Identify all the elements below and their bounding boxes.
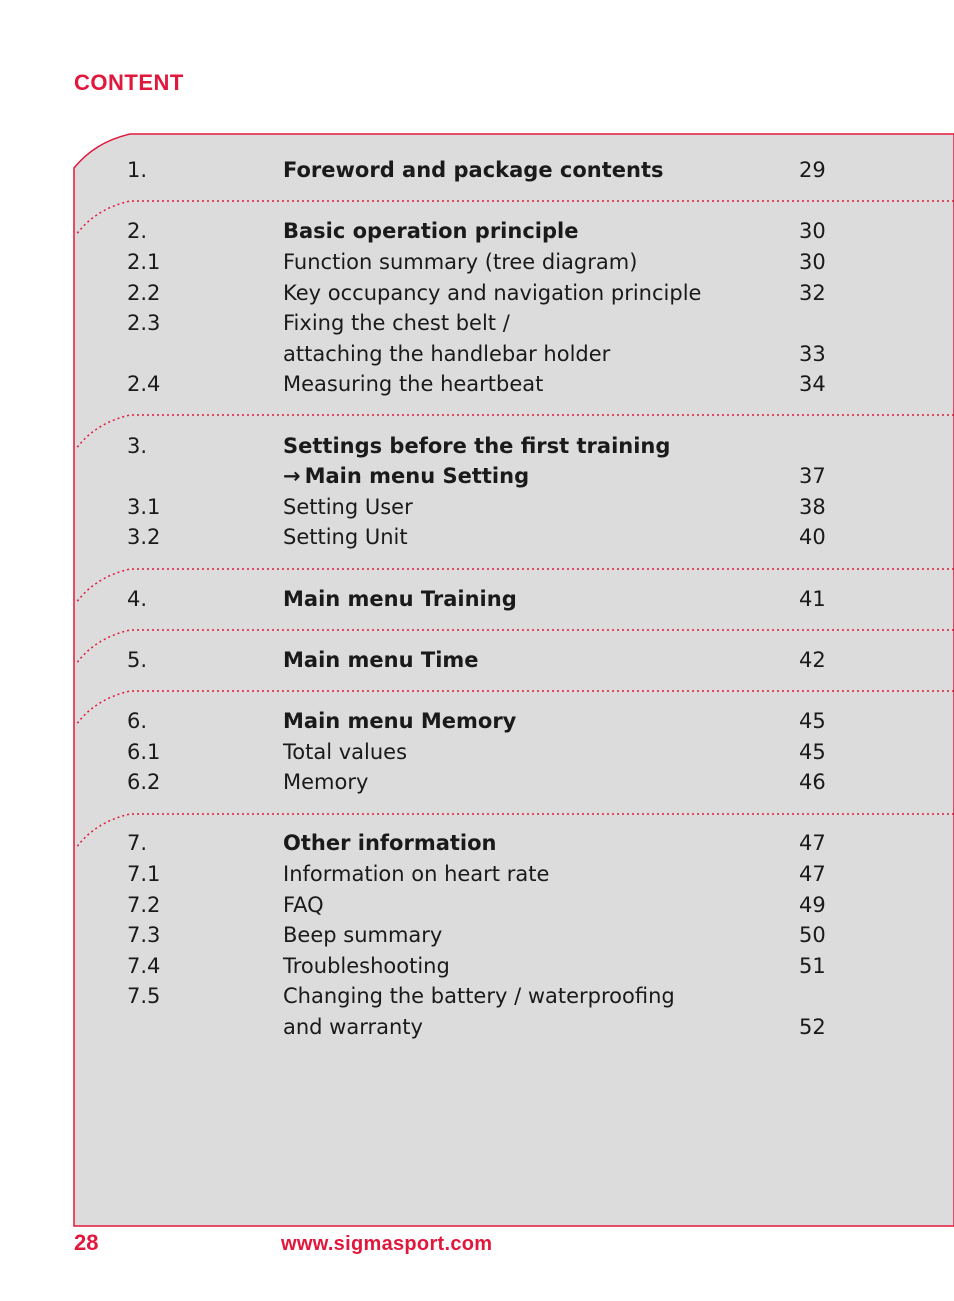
toc-entry[interactable] bbox=[0, 767, 954, 798]
toc-entry[interactable] bbox=[0, 155, 954, 186]
toc-entry-page: 34 bbox=[799, 372, 826, 396]
toc-entry-number: 1. bbox=[127, 158, 148, 182]
toc-entry-number: 2.4 bbox=[127, 372, 161, 396]
toc-entry-title: Setting Unit bbox=[283, 525, 408, 549]
toc-entry-number: 5. bbox=[127, 648, 148, 672]
toc-entry-title-text: Main menu Setting bbox=[304, 464, 530, 488]
toc-entry[interactable] bbox=[0, 431, 954, 462]
toc-entry-title: Key occupancy and navigation principle bbox=[283, 281, 702, 305]
toc-entry-page: 33 bbox=[799, 342, 826, 366]
toc-entry-page: 30 bbox=[799, 219, 826, 243]
toc-entry-number: 7.4 bbox=[127, 954, 161, 978]
toc-entry-title: FAQ bbox=[283, 893, 324, 917]
toc-entry-number: 2.3 bbox=[127, 311, 161, 335]
toc-entry-number: 3. bbox=[127, 434, 148, 458]
toc-entry-page: 29 bbox=[799, 158, 826, 182]
toc-entry[interactable] bbox=[0, 216, 954, 247]
toc-entry-page: 40 bbox=[799, 525, 826, 549]
toc-entry-title: Troubleshooting bbox=[283, 954, 450, 978]
toc-entry[interactable] bbox=[0, 1012, 954, 1043]
toc-entry-number: 3.1 bbox=[127, 495, 161, 519]
toc-entry-title: Total values bbox=[283, 740, 408, 764]
toc-entry-title: Measuring the heartbeat bbox=[283, 372, 544, 396]
page-number: 28 bbox=[74, 1230, 99, 1255]
toc-entry-number: 6. bbox=[127, 709, 148, 733]
toc-entry-title: Settings before the first training bbox=[283, 434, 671, 458]
toc-entry[interactable] bbox=[0, 247, 954, 278]
toc-entry-page: 52 bbox=[799, 1015, 826, 1039]
toc-entry[interactable] bbox=[0, 737, 954, 768]
toc-entry[interactable] bbox=[0, 645, 954, 676]
toc-entry-page: 32 bbox=[799, 281, 826, 305]
toc-entry[interactable] bbox=[0, 981, 954, 1012]
toc-entry-title: Information on heart rate bbox=[283, 862, 550, 886]
toc-entry-number: 6.1 bbox=[127, 740, 161, 764]
toc-entry-title bbox=[283, 461, 529, 492]
toc-entry-title: Foreword and package contents bbox=[283, 158, 664, 182]
website-url[interactable]: www.sigmasport.com bbox=[281, 1233, 493, 1255]
toc-entry-page: 46 bbox=[799, 770, 826, 794]
toc-entry-title: Main menu Training bbox=[283, 587, 517, 611]
toc-entry-number: 2.1 bbox=[127, 250, 161, 274]
toc-entry-page: 49 bbox=[799, 893, 826, 917]
toc-entry-title: Beep summary bbox=[283, 923, 443, 947]
toc-entry-number: 7.2 bbox=[127, 893, 161, 917]
toc-entry-title: Basic operation principle bbox=[283, 219, 579, 243]
toc-entry-number: 7. bbox=[127, 831, 148, 855]
toc-entry[interactable] bbox=[0, 339, 954, 370]
toc-entry[interactable] bbox=[0, 461, 954, 492]
toc-entry-title: Changing the battery / waterproofing bbox=[283, 984, 675, 1008]
toc-entry-page: 45 bbox=[799, 709, 826, 733]
toc-entry-title: Other information bbox=[283, 831, 497, 855]
toc-entry-title: Memory bbox=[283, 770, 369, 794]
toc-entry-page: 47 bbox=[799, 862, 826, 886]
toc-entry-title: attaching the handlebar holder bbox=[283, 342, 611, 366]
toc-entry-page: 37 bbox=[799, 464, 826, 488]
toc-entry-title: Main menu Time bbox=[283, 648, 479, 672]
toc-entry-page: 42 bbox=[799, 648, 826, 672]
toc-entry-number: 7.5 bbox=[127, 984, 161, 1008]
toc-entry-page: 50 bbox=[799, 923, 826, 947]
toc-entry[interactable] bbox=[0, 584, 954, 615]
toc-entry[interactable] bbox=[0, 859, 954, 890]
toc-entry-title: Main menu Memory bbox=[283, 709, 517, 733]
toc-entry-title: Setting User bbox=[283, 495, 413, 519]
toc-entry[interactable] bbox=[0, 706, 954, 737]
toc-entry-number: 7.3 bbox=[127, 923, 161, 947]
toc-entry-page: 38 bbox=[799, 495, 826, 519]
toc-entry[interactable] bbox=[0, 890, 954, 921]
toc-entry[interactable] bbox=[0, 828, 954, 859]
toc-entry-page: 51 bbox=[799, 954, 826, 978]
toc-entry-title: Function summary (tree diagram) bbox=[283, 250, 638, 274]
toc-entry-page: 41 bbox=[799, 587, 826, 611]
toc-entry-number: 3.2 bbox=[127, 525, 161, 549]
toc-entry[interactable] bbox=[0, 492, 954, 523]
toc-entry[interactable] bbox=[0, 308, 954, 339]
toc-entry[interactable] bbox=[0, 951, 954, 982]
toc-entry-page: 30 bbox=[799, 250, 826, 274]
toc-entry-number: 4. bbox=[127, 587, 148, 611]
toc-entry-page: 47 bbox=[799, 831, 826, 855]
toc-entry-number: 2. bbox=[127, 219, 148, 243]
toc-entry-number: 7.1 bbox=[127, 862, 161, 886]
toc-entry-number: 6.2 bbox=[127, 770, 161, 794]
toc-entry[interactable] bbox=[0, 522, 954, 553]
toc-entry[interactable] bbox=[0, 278, 954, 309]
toc-entry[interactable] bbox=[0, 369, 954, 400]
page-heading: CONTENT bbox=[74, 70, 184, 95]
toc-entry[interactable] bbox=[0, 920, 954, 951]
toc-entry-title: Fixing the chest belt / bbox=[283, 311, 510, 335]
arrow-right-icon: → bbox=[283, 464, 301, 488]
toc-entry-page: 45 bbox=[799, 740, 826, 764]
toc-entry-title: and warranty bbox=[283, 1015, 423, 1039]
toc-entry-number: 2.2 bbox=[127, 281, 161, 305]
